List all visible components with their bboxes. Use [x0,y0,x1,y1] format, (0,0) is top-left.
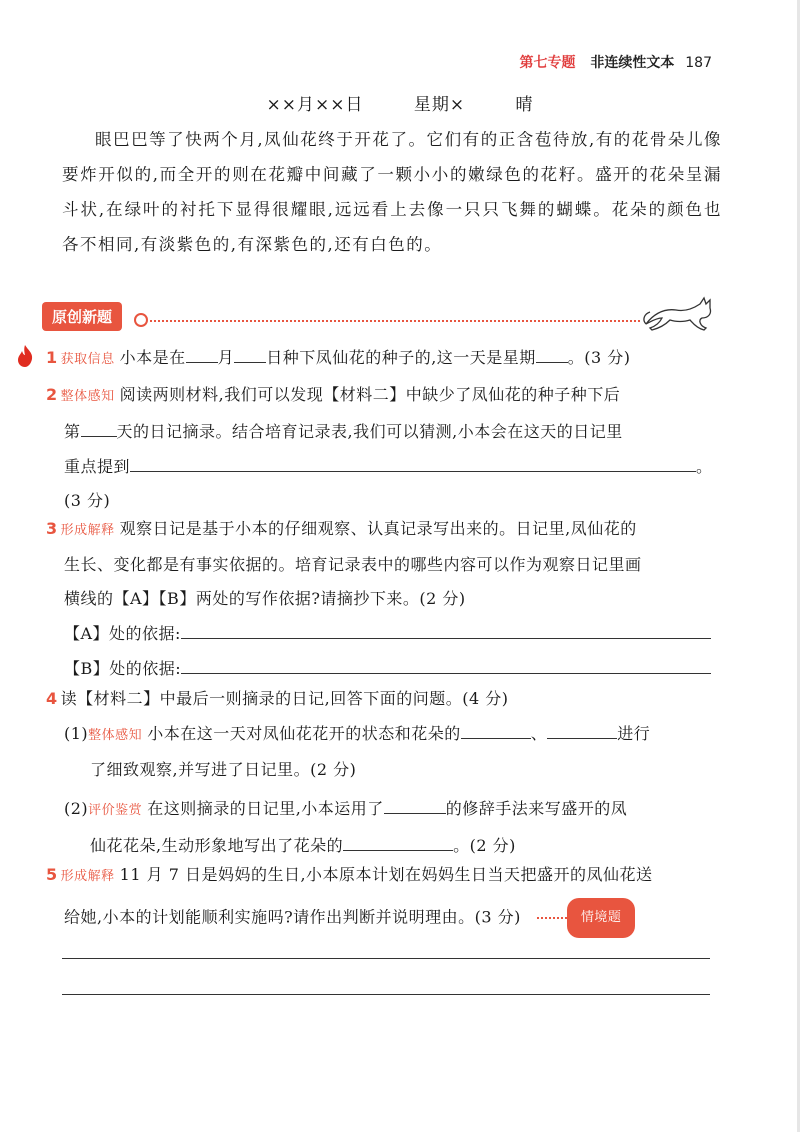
q2-answer-blank[interactable] [130,449,696,472]
q5-text: 11 月 7 日是妈妈的生日,小本原本计划在妈妈生日当天把盛开的凤仙花送 [119,865,653,884]
question-1 [46,340,718,377]
q4-2-tag: 评价鉴赏 [88,803,143,818]
q4-number: 4 [46,689,58,708]
q4-1-text: 了细致观察,并写进了日记里。(2 分) [90,760,357,779]
q5-number: 5 [46,865,58,884]
q3-a-label: 【A】处的依据: [64,624,181,643]
section-tag: 原创新题 [42,302,122,331]
q1-text: 小本是在 [119,348,186,367]
q1-day-blank[interactable] [234,340,266,363]
q2-text: 。 [696,457,713,476]
q1-month-blank[interactable] [186,340,218,363]
q5-answer-line-2[interactable] [62,994,710,995]
q1-tag: 获取信息 [60,352,115,367]
q2-text: 阅读两则材料,我们可以发现【材料二】中缺少了凤仙花的种子种下后 [119,385,621,404]
q4-1-text: 进行 [617,724,651,743]
q2-score: (3 分) [64,491,111,510]
diary-date: ××月××日 [266,95,364,115]
q4-1-blank-a[interactable] [461,716,531,739]
diary-paragraph: 眼巴巴等了快两个月,凤仙花终于开花了。它们有的正含苞待放,有的花骨朵儿像要炸开似的,而全开的则在花瓣中间藏了一颗小小的嫩绿色的花籽。盛开的花朵呈漏斗状,在绿叶的衬托下显得很耀眼,远远看上去像一只只飞舞的蝴蝶。花朵的颜色也各不相同,有淡紫色的,有深紫色的,还有白色的。 [62,130,722,254]
q1-text: 月 [217,348,235,367]
q4-1-number: (1) [64,724,89,743]
q1-text: 。(3 分) [567,348,631,367]
section-name: 非连续性文本 [590,55,675,71]
q3-b-blank[interactable] [181,651,711,674]
q4-2-rhetoric-blank[interactable] [384,791,446,814]
scene-pill: 情境题 [567,898,636,938]
q3-a-blank[interactable] [181,616,711,639]
q4-intro: 读【材料二】中最后一则摘录的日记,回答下面的问题。(4 分) [60,689,509,708]
q2-day-blank[interactable] [81,414,117,437]
q4-2-number: (2) [64,799,89,818]
diary-date-line [0,90,800,115]
topic-label: 第七专题 [519,55,576,71]
section-bar [42,302,722,336]
diary-weekday: 星期× [413,95,466,115]
q2-text: 重点提到 [64,457,131,476]
flame-icon [16,344,34,368]
section-dot [134,313,148,327]
question-4 [46,682,718,863]
question-5 [46,858,718,938]
question-2 [46,378,718,518]
q3-number: 3 [46,519,58,538]
q4-1-text: 小本在这一天对凤仙花花开的状态和花朵的 [147,724,461,743]
q2-number: 2 [46,385,58,404]
q4-2-text: 在这则摘录的日记里,小本运用了 [147,799,384,818]
q2-tag: 整体感知 [60,389,115,404]
q5-text: 给她,小本的计划能顺利实施吗?请作出判断并说明理由。(3 分) [64,907,521,927]
q1-weekday-blank[interactable] [536,340,568,363]
q4-1-tag: 整体感知 [88,728,143,743]
q4-1-blank-b[interactable] [547,716,617,739]
q2-text: 第 [64,422,81,441]
q3-text: 生长、变化都是有事实依据的。培育记录表中的哪些内容可以作为观察日记里画 [64,555,642,574]
q1-number: 1 [46,348,58,367]
q5-answer-line-1[interactable] [62,958,710,959]
q4-2-text: 。(2 分) [453,836,516,855]
q3-b-label: 【B】处的依据: [64,659,182,678]
q4-2-feature-blank[interactable] [343,828,453,851]
page-number: 187 [685,55,712,71]
scene-tag [537,898,636,938]
q3-text: 观察日记是基于小本的仔细观察、认真记录写出来的。日记里,凤仙花的 [119,519,637,538]
q5-tag: 形成解释 [60,869,115,884]
section-divider [150,320,640,322]
q3-tag: 形成解释 [60,523,115,538]
q4-1-text: 、 [530,724,548,743]
diary-weather: 晴 [515,95,534,115]
q4-2-text: 的修辞手法来写盛开的凤 [445,799,628,818]
scene-divider [537,917,567,919]
q4-2-text: 仙花花朵,生动形象地写出了花朵的 [90,836,344,855]
q2-text: 天的日记摘录。结合培育记录表,我们可以猜测,小本会在这天的日记里 [116,422,623,441]
q3-text: 横线的【A】【B】两处的写作依据?请摘抄下来。(2 分) [64,589,466,608]
page-header [520,52,712,72]
question-3 [46,512,718,686]
q1-text: 日种下凤仙花的种子的,这一天是星期 [266,348,536,367]
running-cat-icon [642,294,722,334]
